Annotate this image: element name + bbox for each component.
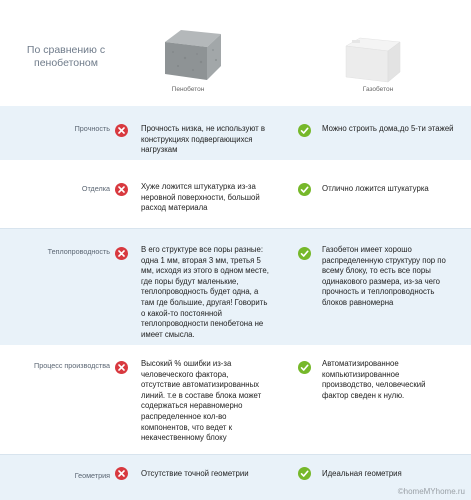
check-icon	[298, 467, 311, 480]
row-label: Геометрия	[74, 471, 110, 480]
gas-text: Отлично ложится штукатурка	[322, 184, 429, 193]
check-icon	[298, 361, 311, 374]
check-icon	[298, 183, 311, 196]
check-icon	[298, 247, 311, 260]
cross-icon	[115, 467, 128, 480]
foam-text: В его структуре все поры разные: одна 1 мм, вторая 3 мм, третья 5 мм, исходя из этого в одном месте, где поры будут маленькие, теплопроводность будет одна, а там где большие, другая! Говорить о какой-то постоянной теплопроводности пенобетона не имеет смысла.	[141, 245, 269, 339]
gas-caption: Газобетон	[362, 86, 394, 93]
row-label: Прочность	[74, 124, 110, 133]
foam-text: Хуже ложится штукатурка из-за неровной поверхности, большой расход материала	[141, 182, 260, 213]
site-watermark: ©homeMYhome.ru	[397, 487, 465, 496]
foam-text: Прочность низка, не используют в конструкциях подвергающихся нагрузкам	[141, 124, 265, 155]
gas-text: Газобетон имеет хорошо распределенную структуру пор по всему блоку, то есть все поры одинакового размера, из-за чего прочность и теплопроводность блоков равномерна	[322, 245, 446, 307]
comparison-header	[0, 0, 471, 106]
row-thermal-conductivity	[0, 229, 471, 345]
aerated-concrete-block-image	[344, 34, 402, 84]
foam-concrete-block-image	[163, 28, 223, 82]
gas-text: Идеальная геометрия	[322, 469, 402, 478]
row-finishing	[0, 168, 471, 226]
cross-icon	[115, 247, 128, 260]
gas-text: Можно строить дома,до 5-ти этажей	[322, 124, 454, 133]
header-title: По сравнению с пенобетоном	[26, 44, 106, 69]
row-production-process	[0, 345, 471, 453]
check-icon	[298, 124, 311, 137]
cross-icon	[115, 361, 128, 374]
row-label: Процесс производства	[34, 361, 110, 370]
cross-icon	[115, 183, 128, 196]
gas-text: Автоматизированное компьютизированное производство, человеческий фактор сведен к нулю.	[322, 359, 426, 400]
row-label: Теплопроводность	[47, 247, 110, 256]
foam-text: Высокий % ошибки из-за человеческого фактора, отсутствие автоматизированных линий. т.е в составе блока может содержаться неравномерно распределенное кол-во компонентов, что ведет к некачественному блоку	[141, 359, 262, 443]
row-label: Отделка	[81, 184, 110, 193]
row-strength	[0, 106, 471, 160]
foam-text: Отсутствие точной геометрии	[141, 469, 249, 478]
foam-caption: Пенобетон	[171, 86, 205, 93]
cross-icon	[115, 124, 128, 137]
